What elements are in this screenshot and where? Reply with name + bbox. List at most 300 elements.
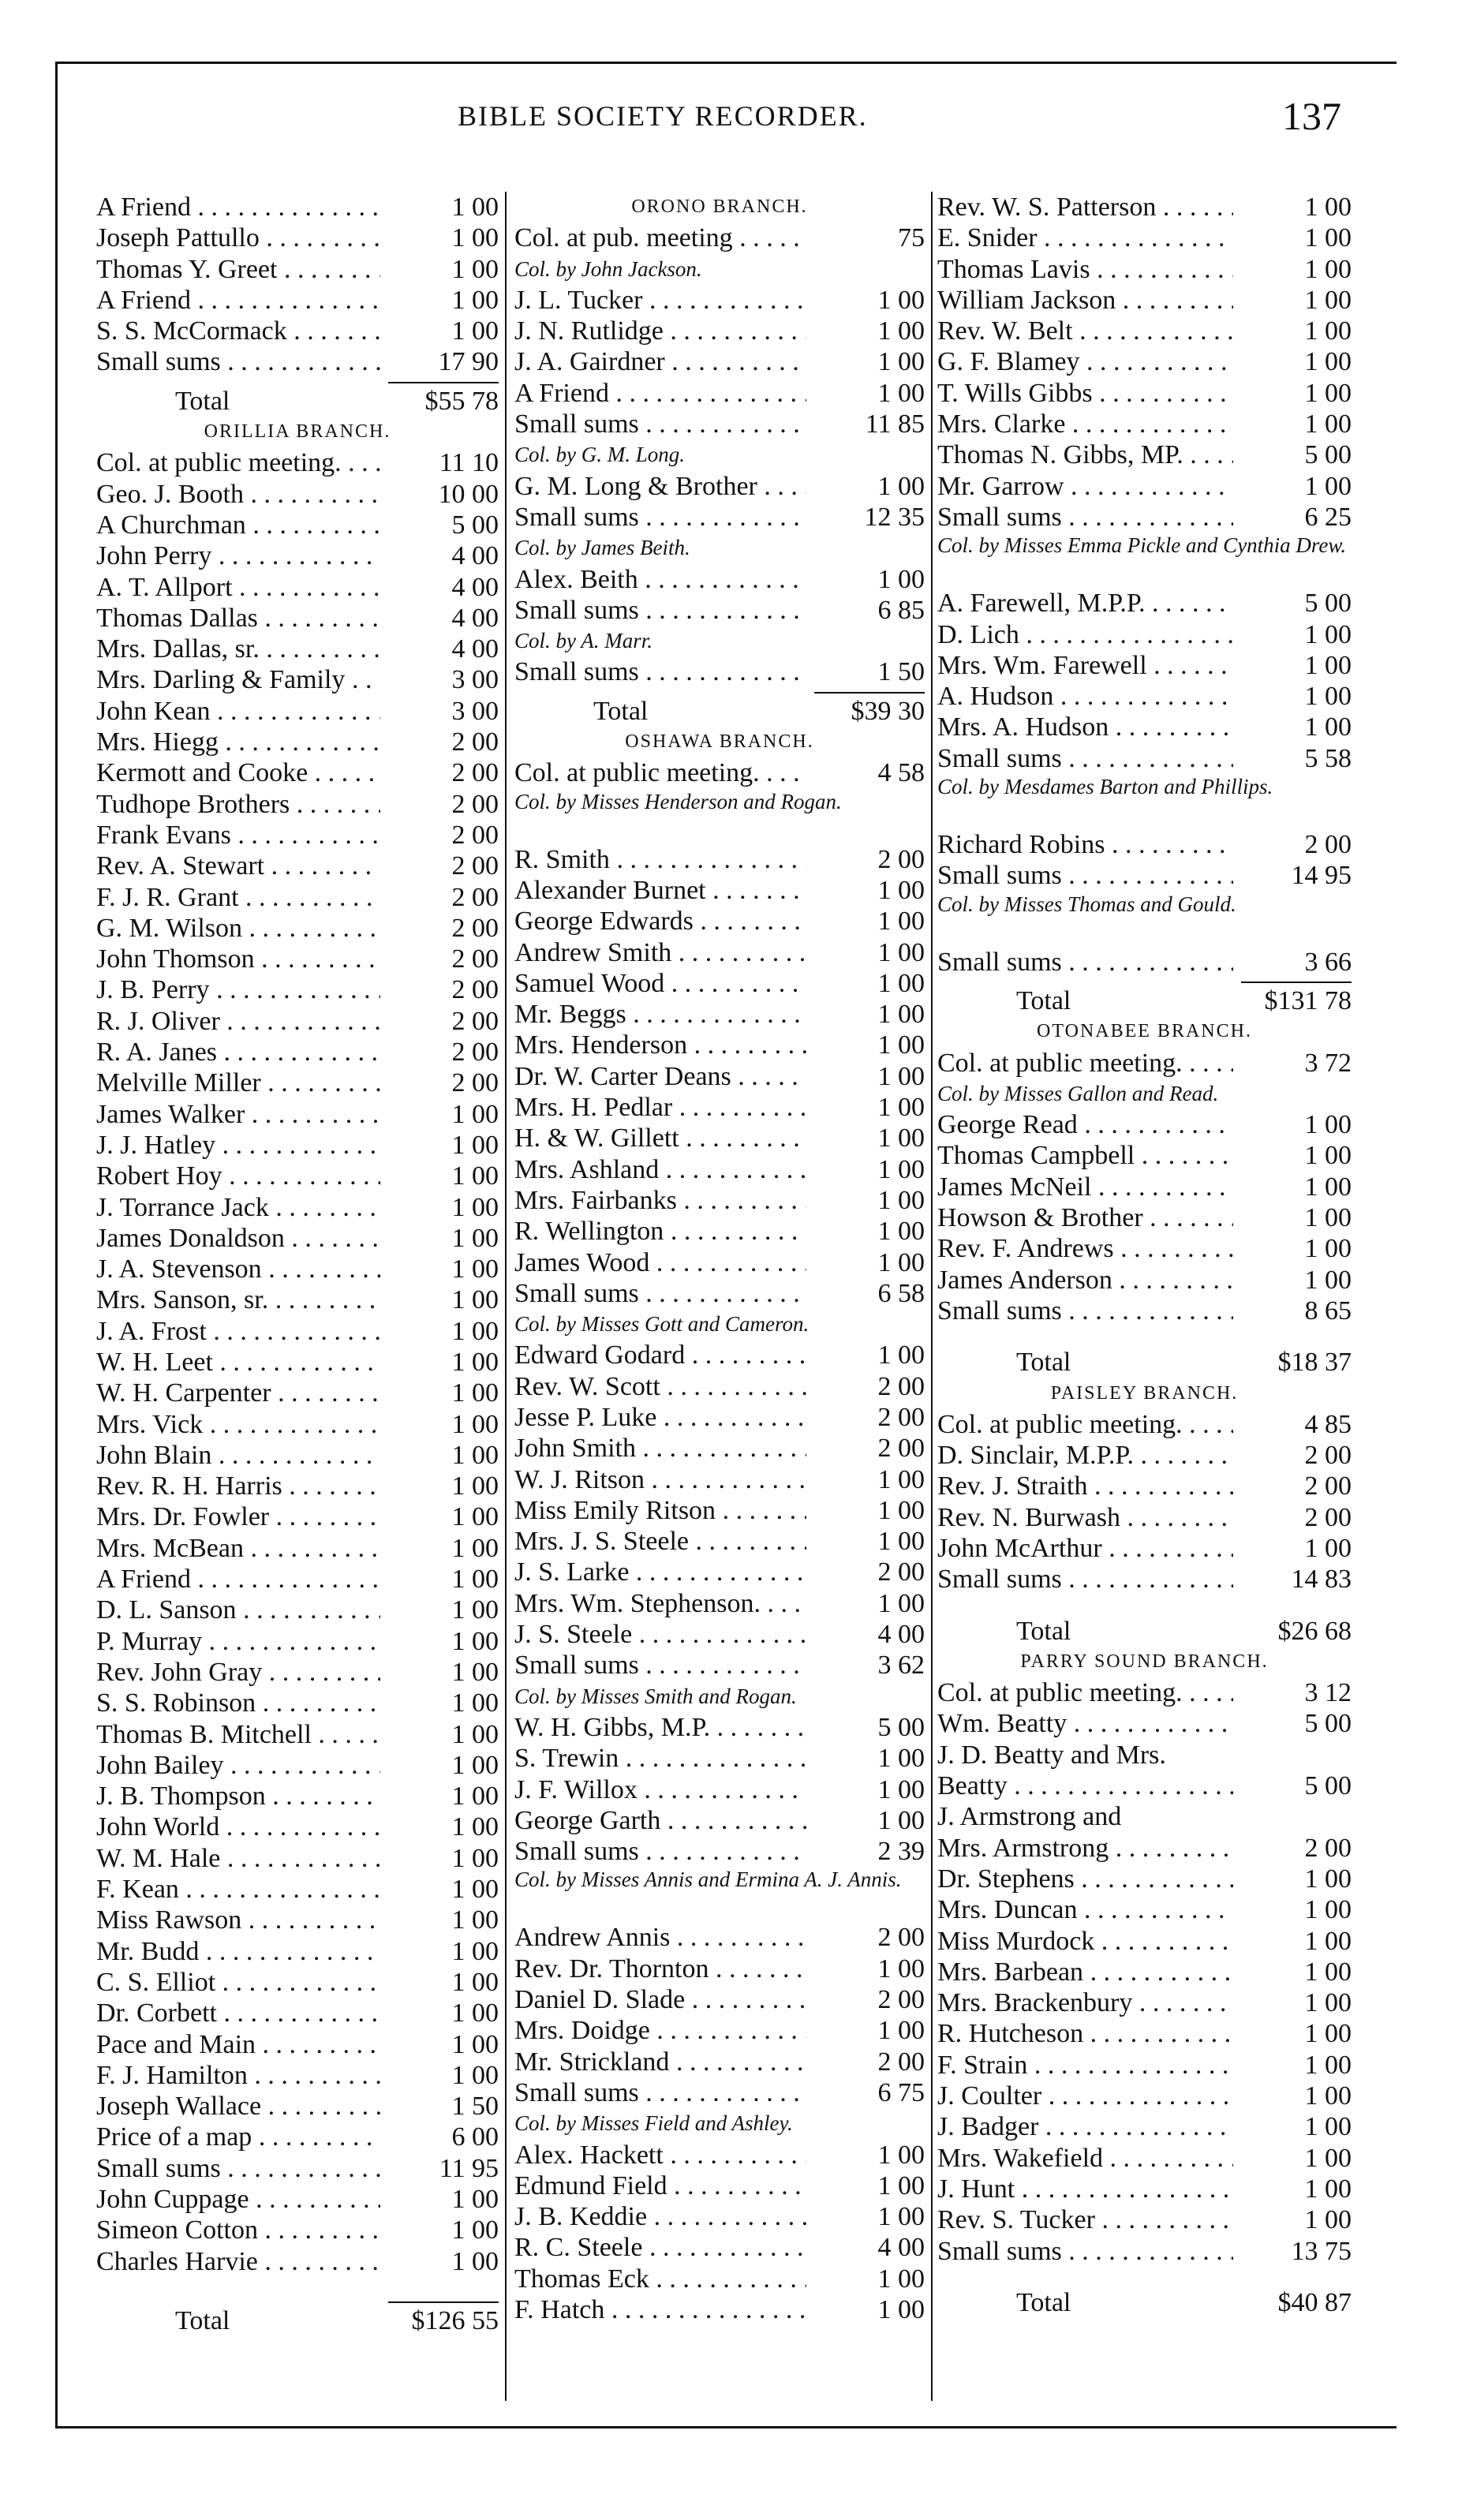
- contribution-amount: 1 00: [877, 1954, 925, 1983]
- contribution-entry: [96, 1905, 499, 1935]
- contribution-amount: 1 00: [451, 1223, 499, 1253]
- contribution-amount: 1 00: [451, 1595, 499, 1625]
- collector-note: Col. by Misses Thomas and Gould.: [937, 892, 1236, 916]
- contributor-name: D. Lich . . .: [937, 619, 1233, 650]
- contribution-entry: [96, 479, 499, 510]
- contribution-entry: [514, 1371, 925, 1402]
- contribution-entry: [937, 588, 1352, 619]
- contributor-name: Mrs. Barbean . . .: [937, 1957, 1233, 1987]
- contributor-name: John McArthur . . .: [937, 1533, 1233, 1564]
- contributor-name: J. A. Frost . . .: [96, 1316, 380, 1347]
- contribution-amount: 1 00: [1304, 254, 1352, 284]
- contribution-entry: [937, 2050, 1352, 2081]
- contributor-name: Small sums . . .: [514, 1650, 806, 1681]
- contribution-entry: [937, 1140, 1352, 1171]
- contributor-name: Frank Evans . . .: [96, 820, 380, 851]
- contribution-entry: [96, 1409, 499, 1440]
- total-label: Total: [1016, 985, 1071, 1015]
- contribution-amount: 1 00: [1304, 1203, 1352, 1233]
- contributor-name: Small sums . . .: [514, 409, 806, 439]
- contribution-entry: [937, 378, 1352, 409]
- contribution-amount: 1 00: [877, 1093, 925, 1123]
- contributor-name: Alex. Beith . . .: [514, 564, 806, 595]
- contribution-entry: [96, 1254, 499, 1284]
- contribution-entry: [937, 681, 1352, 712]
- contributor-name: Small sums . . .: [937, 1564, 1233, 1595]
- contribution-amount: 1 50: [877, 657, 925, 687]
- contribution-entry: [514, 1061, 925, 1092]
- contributor-name: A Friend . . .: [514, 378, 806, 409]
- contributor-name: A Friend . . .: [96, 285, 380, 316]
- contributor-name: Mrs. Hiegg . . .: [96, 727, 380, 757]
- contributor-name: P. Murray . . .: [96, 1626, 380, 1657]
- contributor-name: Small sums . . .: [514, 595, 806, 626]
- contribution-entry: [96, 1626, 499, 1657]
- total-amount: $126 55: [411, 2305, 499, 2335]
- contribution-amount: 2 00: [451, 975, 499, 1005]
- contribution-amount: 1 00: [877, 1588, 925, 1618]
- total-label: Total: [175, 386, 230, 416]
- contribution-amount: 1 00: [1304, 1864, 1352, 1894]
- contribution-entry: [937, 2236, 1352, 2267]
- contribution-amount: 8 65: [1304, 1296, 1352, 1325]
- contributor-name: Col. at public meeting. . . .: [937, 1677, 1233, 1708]
- contributor-name: Miss Emily Ritson . . .: [514, 1495, 806, 1526]
- contribution-amount: 2 00: [1304, 1441, 1352, 1471]
- contributor-name: Rev. W. S. Patterson . . .: [937, 192, 1233, 222]
- contributor-name: John World . . .: [96, 1811, 380, 1842]
- contributor-name: Small sums . . .: [937, 947, 1233, 978]
- contribution-amount: 14 83: [1291, 1565, 1352, 1595]
- contribution-amount: 1 00: [877, 1340, 925, 1370]
- contribution-amount: 1 00: [877, 1154, 925, 1184]
- contribution-amount: 2 00: [877, 1402, 925, 1432]
- contributor-name: James Anderson . . .: [937, 1265, 1233, 1296]
- spacer: [937, 1595, 1352, 1616]
- contributor-name: Small sums . . .: [937, 743, 1233, 774]
- collector-note: Col. by A. Marr.: [514, 629, 653, 653]
- contribution-entry: [514, 346, 925, 377]
- contribution-amount: 1 00: [451, 2029, 499, 2059]
- contribution-amount: 1 00: [877, 968, 925, 998]
- contribution-amount: 3 00: [451, 665, 499, 695]
- contributor-name: J. S. Steele . . .: [514, 1619, 806, 1650]
- contributor-name: Mrs. A. Hudson . . .: [937, 712, 1233, 742]
- contribution-amount: 3 72: [1304, 1048, 1352, 1078]
- contribution-entry: [514, 2015, 925, 2046]
- contributor-name: J. A. Gairdner . . .: [514, 346, 806, 377]
- contribution-amount: 1 00: [1304, 619, 1352, 649]
- contribution-amount: 1 00: [877, 1030, 925, 1060]
- contribution-entry: [514, 1495, 925, 1526]
- collector-note: Col. by Mesdames Barton and Phillips.: [937, 775, 1273, 799]
- contributor-name: G. F. Blamey . . .: [937, 346, 1233, 377]
- contributor-name: G. M. Long & Brother . . .: [514, 471, 806, 502]
- branch-total: [937, 1616, 1352, 1647]
- contribution-entry: [937, 1471, 1352, 1501]
- contribution-amount: 1 00: [451, 1782, 499, 1811]
- page-number: 137: [1282, 94, 1341, 138]
- contributor-name: Wm. Beatty . . .: [937, 1708, 1233, 1739]
- contribution-entry: [937, 2204, 1352, 2235]
- contributor-name: Mrs. Doidge . . .: [514, 2015, 806, 2046]
- contributor-name: A Friend . . .: [96, 1564, 380, 1595]
- contribution-amount: 2 00: [877, 844, 925, 874]
- contributor-name: F. J. R. Grant . . .: [96, 882, 380, 913]
- contribution-amount: 5 00: [877, 1712, 925, 1742]
- contributor-name: George Edwards . . .: [514, 906, 806, 937]
- contribution-entry: [96, 2091, 499, 2122]
- branch-total: [96, 2305, 499, 2336]
- contribution-amount: 1 00: [451, 1719, 499, 1749]
- total-label: Total: [593, 696, 649, 726]
- contribution-amount: 4 00: [451, 634, 499, 664]
- contribution-entry: [96, 1284, 499, 1315]
- contributor-name: D. Sinclair, M.P.P. . . .: [937, 1440, 1233, 1471]
- contribution-entry: [514, 1984, 925, 2015]
- contribution-amount: 1 00: [877, 378, 925, 408]
- contribution-amount: 1 00: [877, 1217, 925, 1247]
- contribution-amount: 1 00: [451, 1502, 499, 1532]
- contribution-entry: [937, 947, 1352, 978]
- contribution-amount: 1 00: [877, 1185, 925, 1215]
- contribution-amount: 2 00: [451, 913, 499, 943]
- contribution-entry: [514, 1247, 925, 1278]
- contribution-entry: [514, 656, 925, 687]
- contribution-amount: 1 00: [877, 1527, 925, 1557]
- contribution-entry: [96, 1440, 499, 1471]
- contribution-entry: [514, 222, 925, 253]
- contributor-name: Small sums . . .: [937, 2236, 1233, 2267]
- contribution-entry: [96, 1533, 499, 1564]
- contribution-entry: [937, 471, 1352, 502]
- total-amount: $55 78: [424, 386, 499, 416]
- contribution-entry: [96, 1347, 499, 1378]
- contribution-amount: 2 00: [1304, 830, 1352, 860]
- page-frame-left-rule: [55, 62, 58, 2428]
- contribution-amount: 1 00: [877, 1774, 925, 1804]
- contributor-name: Mrs. H. Pedlar . . .: [514, 1092, 806, 1123]
- contribution-amount: 5 00: [1304, 1771, 1352, 1801]
- running-title: BIBLE SOCIETY RECORDER.: [458, 100, 868, 132]
- contribution-entry: [96, 851, 499, 881]
- contributor-name: Mr. Beggs . . .: [514, 999, 806, 1030]
- contribution-amount: 1 00: [451, 1843, 499, 1873]
- contribution-amount: 1 00: [1304, 193, 1352, 222]
- contribution-entry: [96, 1564, 499, 1595]
- total-amount: $40 87: [1277, 2287, 1352, 2317]
- contribution-amount: 1 00: [451, 223, 499, 253]
- contribution-amount: 1 00: [877, 875, 925, 905]
- contributor-name: Andrew Annis . . .: [514, 1922, 806, 1953]
- contribution-entry: [937, 712, 1352, 742]
- contribution-amount: 2 00: [877, 2047, 925, 2077]
- contributor-name: J. S. Larke . . .: [514, 1557, 806, 1587]
- contribution-entry: [937, 254, 1352, 285]
- contributor-name: Alexander Burnet . . .: [514, 875, 806, 906]
- contribution-amount: 1 00: [451, 1285, 499, 1315]
- contributor-name: Daniel D. Slade . . .: [514, 1984, 806, 2015]
- contribution-amount: 4 00: [877, 2233, 925, 2263]
- contributor-name: Small sums . . .: [937, 860, 1233, 891]
- total-amount: $131 78: [1264, 985, 1352, 1015]
- contributor-name: Rev. Dr. Thornton . . .: [514, 1954, 806, 1984]
- contribution-entry: [96, 447, 499, 478]
- contribution-entry: [96, 634, 499, 664]
- contribution-entry: [514, 1433, 925, 1464]
- contributor-name: Rev. W. Scott . . .: [514, 1371, 806, 1402]
- collector-note: Col. by Misses Annis and Ermina A. J. Annis.: [514, 1868, 902, 1892]
- contributor-name: A Friend . . .: [96, 192, 380, 222]
- contributor-name: James Donaldson . . .: [96, 1223, 380, 1254]
- contribution-amount: 1 00: [451, 1533, 499, 1563]
- contribution-amount: 1 00: [451, 316, 499, 346]
- contribution-entry: [96, 1161, 499, 1191]
- contributor-name: Small sums . . .: [937, 502, 1233, 533]
- contribution-amount: 1 00: [877, 1000, 925, 1030]
- contributor-name: Howson & Brother . . .: [937, 1202, 1233, 1233]
- contribution-amount: 1 00: [1304, 1926, 1352, 1956]
- contribution-amount: 1 00: [877, 2295, 925, 2324]
- contributor-name: Mrs. Vick . . .: [96, 1409, 380, 1440]
- contribution-entry: [514, 1774, 925, 1805]
- contribution-amount: 1 00: [451, 1409, 499, 1439]
- contribution-entry: [514, 2294, 925, 2325]
- contribution-amount: 1 00: [877, 316, 925, 346]
- contribution-amount: 1 00: [451, 1657, 499, 1687]
- contribution-amount: 1 00: [1304, 1172, 1352, 1202]
- contribution-amount: 1 00: [877, 2264, 925, 2294]
- contributor-name: R. Smith . . .: [514, 844, 806, 875]
- total-label: Total: [1016, 2287, 1071, 2317]
- contribution-amount: 1 00: [451, 1099, 499, 1129]
- contribution-entry: [514, 471, 925, 502]
- contributor-name: Mrs. Fairbanks . . .: [514, 1185, 806, 1216]
- contribution-entry: [514, 378, 925, 409]
- collector-note: Col. by Misses Henderson and Rogan.: [514, 789, 842, 813]
- contributor-name: Joseph Wallace . . .: [96, 2091, 380, 2122]
- contributor-name: Thomas Campbell . . .: [937, 1140, 1233, 1171]
- contribution-amount: 1 00: [877, 2202, 925, 2232]
- contribution-amount: 1 00: [1304, 285, 1352, 315]
- contributor-name: J. B. Thompson . . .: [96, 1781, 380, 1811]
- contributor-name: Mrs. J. S. Steele . . .: [514, 1526, 806, 1557]
- contribution-amount: 12 35: [864, 502, 925, 532]
- contribution-entry: [96, 1316, 499, 1347]
- contributor-name: Small sums . . .: [96, 346, 380, 377]
- contributor-name: Mrs. Clarke . . .: [937, 409, 1233, 439]
- contributor-name: Mrs. Dallas, sr. . . .: [96, 634, 380, 664]
- contributor-name: J. J. Hatley . . .: [96, 1130, 380, 1161]
- contributor-name: Mrs. Darling & Family . . .: [96, 664, 380, 695]
- contribution-entry: [514, 2264, 925, 2294]
- contribution-entry: [96, 1471, 499, 1501]
- contribution-entry: [96, 222, 499, 253]
- contribution-entry: [96, 2184, 499, 2215]
- contribution-amount: 2 00: [451, 1006, 499, 1036]
- contribution-amount: 4 00: [451, 541, 499, 571]
- contributor-name: J. A. Stevenson . . .: [96, 1254, 380, 1284]
- contributor-name: J. Badger . . .: [937, 2111, 1233, 2142]
- contribution-entry: [96, 2246, 499, 2277]
- contribution-entry: [96, 913, 499, 944]
- contributor-name: Richard Robins . . .: [937, 829, 1233, 860]
- contribution-amount: 1 00: [1304, 1895, 1352, 1925]
- contribution-amount: 6 58: [877, 1278, 925, 1308]
- sum-rule: [937, 978, 1352, 985]
- contributor-name: James Walker . . .: [96, 1099, 380, 1130]
- contributor-name-line: J. Armstrong and: [937, 1802, 1122, 1832]
- contributor-name: S. S. Robinson . . .: [96, 1688, 380, 1718]
- contributor-name: Mrs. Wm. Stephenson. . . .: [514, 1588, 806, 1619]
- contribution-amount: 1 00: [1304, 316, 1352, 346]
- contribution-amount: 10 00: [438, 479, 499, 509]
- contribution-entry: [96, 1067, 499, 1098]
- contribution-amount: 1 00: [1304, 682, 1352, 712]
- branch-heading: PAISLEY BRANCH.: [1050, 1382, 1239, 1404]
- contribution-entry: [96, 316, 499, 346]
- contribution-amount: 1 00: [1304, 2205, 1352, 2235]
- contribution-entry: [514, 2140, 925, 2170]
- contribution-amount: 1 00: [1304, 2112, 1352, 2142]
- contributor-name: John Kean . . .: [96, 696, 380, 727]
- contribution-entry: [96, 1998, 499, 2028]
- contribution-entry: [937, 1894, 1352, 1925]
- contributor-name: J. L. Tucker . . .: [514, 285, 806, 316]
- contribution-entry: [514, 1092, 925, 1123]
- contribution-entry: [937, 1987, 1352, 2018]
- contribution-entry: [96, 1811, 499, 1842]
- total-amount: $26 68: [1277, 1616, 1352, 1646]
- contributor-name: F. Kean . . .: [96, 1874, 380, 1905]
- spacer: [937, 1326, 1352, 1347]
- contributor-name: Dr. Corbett . . .: [96, 1998, 380, 2028]
- contribution-entry: [514, 595, 925, 626]
- branch-heading: OTONABEE BRANCH.: [1037, 1021, 1252, 1042]
- contribution-entry: [937, 1048, 1352, 1079]
- branch-total: [96, 386, 499, 417]
- collector-note: Col. by James Beith.: [514, 536, 690, 560]
- contribution-entry: [514, 316, 925, 346]
- contribution-amount: 11 10: [439, 448, 499, 478]
- contribution-entry: [937, 1109, 1352, 1140]
- contributor-name: R. Hutcheson . . .: [937, 2018, 1233, 2049]
- contributor-name: F. J. Hamilton . . .: [96, 2060, 380, 2091]
- contribution-amount: 1 00: [451, 285, 499, 315]
- contributor-name: Charles Harvie . . .: [96, 2246, 380, 2277]
- contributor-name: John Bailey . . .: [96, 1750, 380, 1781]
- contributor-name: Kermott and Cooke . . .: [96, 757, 380, 788]
- contribution-amount: 13 75: [1291, 2236, 1352, 2266]
- contributor-name: Small sums . . .: [937, 1296, 1233, 1326]
- contribution-amount: 1 00: [877, 347, 925, 377]
- contribution-entry: [937, 1265, 1352, 1296]
- contribution-amount: 1 00: [451, 1750, 499, 1780]
- contributor-name: Dr. W. Carter Deans . . .: [514, 1061, 806, 1092]
- contributor-name: Mrs. Henderson . . .: [514, 1030, 806, 1060]
- contribution-entry: [937, 1770, 1352, 1801]
- contributor-name: W. H. Carpenter . . .: [96, 1378, 380, 1408]
- contribution-entry: [96, 1595, 499, 1625]
- contributor-name: William Jackson . . .: [937, 285, 1233, 316]
- contribution-entry: [96, 727, 499, 757]
- contributor-name: Col. at pub. meeting . . .: [514, 222, 806, 253]
- contribution-amount: 1 00: [1304, 2081, 1352, 2111]
- contribution-amount: 2 00: [877, 1985, 925, 2015]
- contribution-entry: [514, 285, 925, 316]
- contribution-amount: 1 00: [877, 2170, 925, 2200]
- contribution-amount: 2 00: [877, 1557, 925, 1587]
- contribution-entry: [96, 820, 499, 851]
- column-2: [514, 192, 925, 2325]
- contribution-entry: [937, 1708, 1352, 1739]
- contribution-amount: 1 00: [451, 254, 499, 284]
- contribution-entry: [96, 603, 499, 634]
- contribution-entry: [514, 1619, 925, 1650]
- contribution-amount: 2 39: [877, 1837, 925, 1867]
- contribution-amount: 1 00: [877, 1805, 925, 1835]
- contribution-entry: [514, 2232, 925, 2263]
- contributor-name: Robert Hoy . . .: [96, 1161, 380, 1191]
- contributor-name: Mrs. Sanson, sr. . . .: [96, 1284, 380, 1315]
- contributor-name: F. Strain . . .: [937, 2050, 1233, 2081]
- contribution-amount: 1 50: [451, 2092, 499, 2122]
- contribution-amount: 1 00: [451, 1347, 499, 1377]
- contribution-entry: [937, 409, 1352, 439]
- contributor-name: F. Hatch . . .: [514, 2294, 806, 2325]
- contribution-entry: [96, 2029, 499, 2060]
- contribution-amount: 11 95: [439, 2153, 499, 2183]
- collector-note: Col. by Misses Emma Pickle and Cynthia Drew.: [937, 533, 1347, 558]
- sum-rule: [96, 2298, 499, 2305]
- contribution-amount: 1 00: [1304, 1110, 1352, 1140]
- contribution-entry: [937, 1926, 1352, 1957]
- contribution-amount: 3 66: [1304, 947, 1352, 977]
- contributor-name: C. S. Elliot . . .: [96, 1967, 380, 1998]
- contribution-amount: 1 00: [877, 2016, 925, 2046]
- contribution-amount: 6 25: [1304, 502, 1352, 532]
- contribution-entry: [96, 2122, 499, 2152]
- contributor-name: John Cuppage . . .: [96, 2184, 380, 2215]
- contribution-entry: [96, 974, 499, 1005]
- contributor-name: Joseph Pattullo . . .: [96, 222, 380, 253]
- contribution-entry: [96, 285, 499, 316]
- contribution-amount: 2 00: [1304, 1471, 1352, 1501]
- contribution-entry: [937, 2018, 1352, 2049]
- contributor-name: Pace and Main . . .: [96, 2029, 380, 2060]
- contribution-entry: [937, 1533, 1352, 1564]
- contribution-amount: 1 00: [1304, 2050, 1352, 2080]
- spacer: [96, 2277, 499, 2298]
- contribution-amount: 2 00: [451, 944, 499, 974]
- contributor-name: Small sums . . .: [514, 502, 806, 533]
- branch-heading: ORILLIA BRANCH.: [204, 421, 391, 443]
- contribution-entry: [514, 1526, 925, 1557]
- contribution-entry: [514, 1954, 925, 1984]
- contribution-entry: [96, 1006, 499, 1037]
- contributor-name: Mrs. McBean . . .: [96, 1533, 380, 1564]
- contribution-entry: [96, 664, 499, 695]
- contribution-entry: [96, 789, 499, 820]
- contribution-amount: 1 00: [877, 1744, 925, 1774]
- contribution-entry: [96, 2153, 499, 2184]
- contribution-amount: 1 00: [877, 564, 925, 594]
- contributor-name: T. Wills Gibbs . . .: [937, 378, 1233, 409]
- contributor-name: W. J. Ritson . . .: [514, 1464, 806, 1495]
- contributor-name: R. C. Steele . . .: [514, 2232, 806, 2263]
- contributor-name: Rev. N. Burwash . . .: [937, 1502, 1233, 1533]
- contributor-name: Andrew Smith . . .: [514, 937, 806, 968]
